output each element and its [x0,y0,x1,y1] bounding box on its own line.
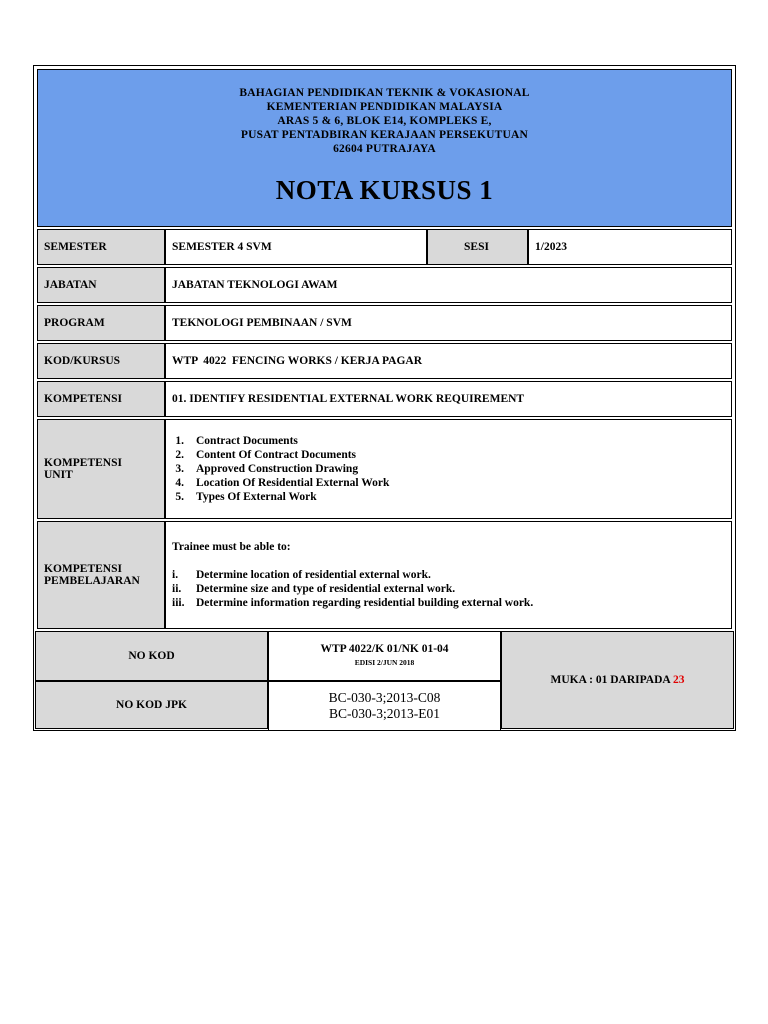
kompetensi-pembelajaran-label-line-1: KOMPETENSI [44,563,122,575]
kompetensi-unit-label-line-2: UNIT [44,469,73,481]
muka-text: MUKA : 01 DARIPADA 23 [550,674,685,686]
no-kod-label: NO KOD [35,631,268,681]
sesi-label: SESI [427,229,528,265]
header-line-2: KEMENTERIAN PENDIDIKAN MALAYSIA [266,101,503,113]
kod-kursus-label: KOD/KURSUS [37,343,165,379]
no-kod-jpk-label: NO KOD JPK [35,681,268,729]
kompetensi-pembelajaran-label [37,521,165,629]
kod-kursus-value: WTP 4022 FENCING WORKS / KERJA PAGAR [165,343,732,379]
jabatan-value: JABATAN TEKNOLOGI AWAM [165,267,732,303]
program-value: TEKNOLOGI PEMBINAAN / SVM [165,305,732,341]
program-label: PROGRAM [37,305,165,341]
kompetensi-pembelajaran-body [165,521,732,629]
jpk-code-1: BC-030-3;2013-C08 [328,690,441,705]
no-kod-value: WTP 4022/K 01/NK 01-04 [320,643,449,655]
jabatan-label: JABATAN [37,267,165,303]
edisi-text: EDISI 2/JUN 2018 [354,658,415,667]
muka-total: 23 [672,674,685,686]
semester-value: SEMESTER 4 SVM [165,229,427,265]
header-line-4: PUSAT PENTADBIRAN KERAJAAN PERSEKUTUAN [240,129,529,141]
jpk-code-2: BC-030-3;2013-E01 [329,706,440,721]
pembelajaran-intro: Trainee must be able to: [172,541,291,553]
muka-cell [501,631,734,729]
kompetensi-unit-label-line-1: KOMPETENSI [44,457,122,469]
list-item: 5. Types Of External Work [175,491,317,503]
kompetensi-label: KOMPETENSI [37,381,165,417]
sesi-value: 1/2023 [528,229,732,265]
jpk-codes-cell [268,681,501,731]
document-header [37,69,732,227]
header-line-3: ARAS 5 & 6, BLOK E14, KOMPLEKS E, [277,115,492,127]
header-line-5: 62604 PUTRAJAYA [333,143,436,155]
list-item: i. Determine location of residential external work. [172,569,431,581]
document-frame [33,65,736,731]
kompetensi-value: 01. IDENTIFY RESIDENTIAL EXTERNAL WORK REQUIREMENT [165,381,732,417]
header-line-1: BAHAGIAN PENDIDIKAN TEKNIK & VOKASIONAL [239,87,530,99]
semester-label: SEMESTER [37,229,165,265]
list-item: 2. Content Of Contract Documents [175,449,357,461]
no-kod-value-cell [268,631,501,681]
list-item: 3. Approved Construction Drawing [175,463,359,475]
list-item: 1. Contract Documents [175,435,298,447]
list-item: ii. Determine size and type of residential external work. [172,583,456,595]
kompetensi-pembelajaran-label-line-2: PEMBELAJARAN [44,575,140,587]
kompetensi-unit-label [37,419,165,519]
list-item: 4. Location Of Residential External Work [175,477,390,489]
list-item: iii. Determine information regarding residential building external work. [172,597,534,609]
document-title: NOTA KURSUS 1 [275,175,494,205]
kompetensi-unit-list [165,419,732,519]
